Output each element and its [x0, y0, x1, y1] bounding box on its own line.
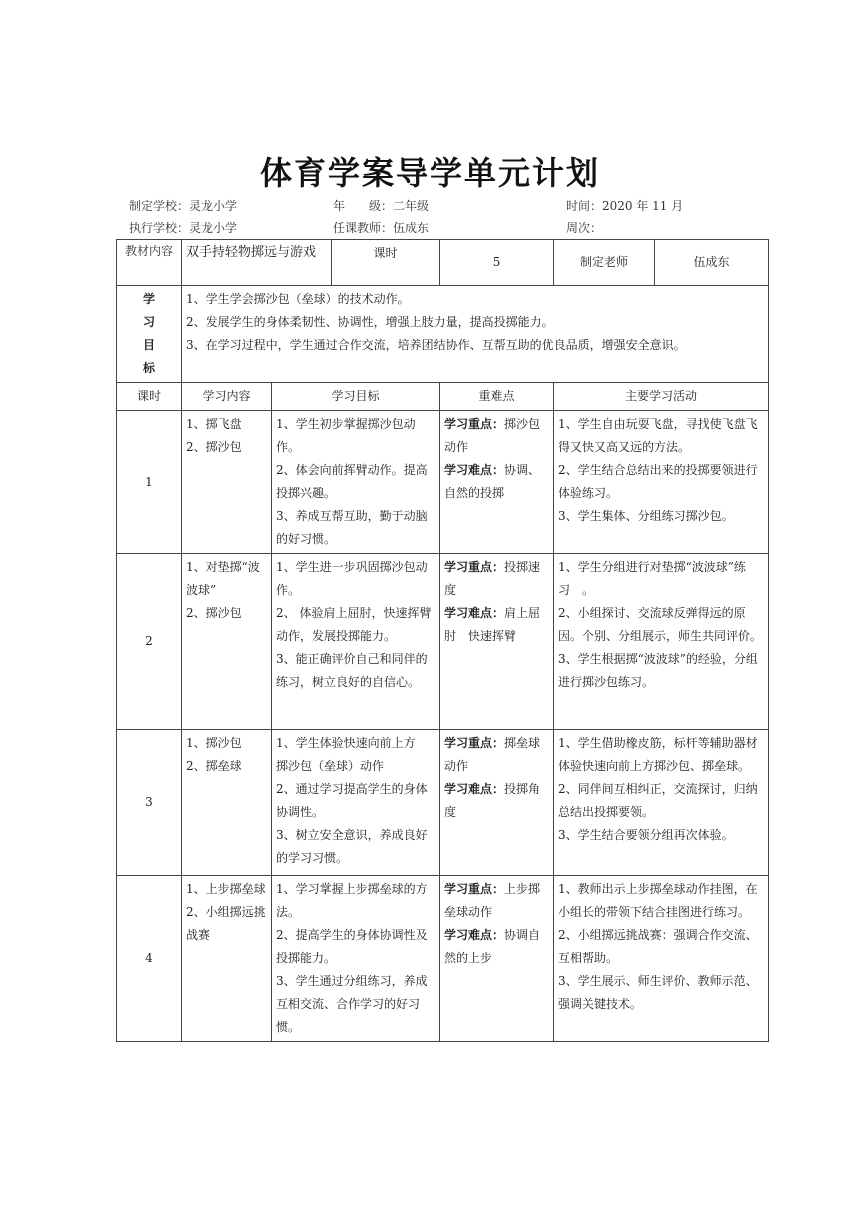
- header-row: [117, 240, 769, 286]
- content-item: 1、上步掷垒球: [186, 882, 266, 896]
- lesson-key-points: [440, 876, 554, 1042]
- goal-text: 2、体会向前挥臂动作。提高投掷兴趣。: [276, 463, 428, 500]
- lesson-number: 4: [117, 876, 182, 1042]
- goal-text: 3、学生通过分组练习，养成互相交流、合作学习的好习惯。: [276, 974, 428, 1034]
- hours-label: 课时: [332, 240, 440, 286]
- col-lesson: 课时: [117, 383, 182, 411]
- content-item: 1、对垫掷“波波球”: [186, 560, 260, 597]
- time-label: 时间：2020 年 11 月: [566, 199, 684, 213]
- goal-text: 1、学生体验快速向前上方 掷沙包（垒球）动作: [276, 736, 428, 773]
- goal-text: 3、树立安全意识，养成良好的学习习惯。: [276, 828, 428, 865]
- content-item: 1、掷飞盘: [186, 417, 242, 431]
- goal-text: 3、能正确评价自己和同伴的练习，树立良好的自信心。: [276, 652, 428, 689]
- lesson-key-points: [440, 554, 554, 730]
- maker-label: 制定老师: [554, 240, 655, 286]
- content-item: 1、掷沙包: [186, 736, 242, 750]
- difficulty-text: 投掷角度: [444, 782, 541, 819]
- activity-text: 1、教师出示上步掷垒球动作挂图，在小组长的带领下结合挂图进行练习。: [558, 882, 758, 919]
- lesson-row: [117, 876, 769, 1042]
- activity-text: 1、学生自由玩耍飞盘，寻找使飞盘飞得又快又高又远的方法。: [558, 417, 758, 454]
- goal-text: 2、 体验肩上屈肘，快速挥臂动作，发展投掷能力。: [276, 606, 432, 643]
- goals-label-char: 目: [142, 338, 155, 352]
- goal-text: 2、提高学生的身体协调性及投掷能力。: [276, 928, 428, 965]
- lesson-number: 3: [117, 730, 182, 876]
- content-value: 双手持轻物掷远与游戏: [182, 240, 332, 286]
- goal-text: 1、学生进一步巩固掷沙包动作。: [276, 560, 428, 597]
- col-key-points: 重难点: [440, 383, 554, 411]
- difficulty-label: 学习难点：: [444, 606, 505, 620]
- key-label: 学习重点：: [444, 560, 505, 574]
- activity-text: 3、学生展示、师生评价、教师示范、强调关键技术。: [558, 974, 758, 1011]
- lesson-number: 2: [117, 554, 182, 730]
- lesson-content: [182, 730, 272, 876]
- lesson-row: [117, 730, 769, 876]
- unit-plan-table: [116, 239, 769, 1042]
- lesson-activities: [554, 554, 769, 730]
- goals-row: [117, 286, 769, 383]
- goals-label-char: 习: [142, 315, 155, 329]
- column-header-row: [117, 383, 769, 411]
- lesson-goals: [272, 730, 440, 876]
- col-content: 学习内容: [182, 383, 272, 411]
- activity-text: 1、学生分组进行对垫掷“波波球”练习 。: [558, 560, 746, 597]
- difficulty-label: 学习难点：: [444, 782, 505, 796]
- goal-text: 1、学生初步掌握掷沙包动作。: [276, 417, 416, 454]
- lesson-content: [182, 554, 272, 730]
- exec-school-label: 执行学校：灵龙小学: [129, 221, 238, 235]
- difficulty-text: 协调自然的上步: [444, 928, 541, 965]
- goal-text: 1、学习掌握上步掷垒球的方法。: [276, 882, 428, 919]
- activity-text: 1、学生借助橡皮筋，标杆等辅助器材体验快速向前上方掷沙包、掷垒球。: [558, 736, 758, 773]
- hours-value: 5: [440, 240, 554, 286]
- key-text: 掷垒球动作: [444, 736, 541, 773]
- content-item: 2、掷沙包: [186, 440, 242, 454]
- col-goals: 学习目标: [272, 383, 440, 411]
- content-item: 2、掷沙包: [186, 606, 242, 620]
- school-label: 制定学校：灵龙小学: [129, 199, 238, 213]
- goal-text: 3、养成互帮互助，勤于动脑的好习惯。: [276, 509, 428, 546]
- difficulty-label: 学习难点：: [444, 463, 505, 477]
- teacher-label: 任课教师：伍成东: [333, 221, 430, 235]
- key-label: 学习重点：: [444, 736, 505, 750]
- lesson-goals: [272, 876, 440, 1042]
- lesson-goals: [272, 554, 440, 730]
- activity-text: 2、学生结合总结出来的投掷要领进行体验练习。: [558, 463, 758, 500]
- lesson-activities: [554, 730, 769, 876]
- key-label: 学习重点：: [444, 882, 505, 896]
- difficulty-text: 协调、自然的投掷: [444, 463, 541, 500]
- goals-list: [182, 286, 769, 383]
- difficulty-label: 学习难点：: [444, 928, 505, 942]
- goal-item: 3、在学习过程中，学生通过合作交流，培养团结协作、互帮互助的优良品质，增强安全意识。: [186, 338, 686, 352]
- grade-label: 年 级：二年级: [333, 199, 430, 213]
- activity-text: 2、同伴间互相纠正，交流探讨，归纳总结出投掷要领。: [558, 782, 758, 819]
- lesson-key-points: [440, 411, 554, 554]
- activity-text: 3、学生集体、分组练习掷沙包。: [558, 509, 734, 523]
- lesson-content: [182, 411, 272, 554]
- content-label: 教材内容: [117, 240, 182, 286]
- activity-text: 2、小组探讨、交流球反弹得远的原因。个别、分组展示，师生共同评价。: [558, 606, 763, 643]
- page-title: 体育学案导学单元计划: [259, 154, 600, 192]
- goal-text: 2、通过学习提高学生的身体协调性。: [276, 782, 428, 819]
- key-text: 掷沙包动作: [444, 417, 541, 454]
- content-item: 2、掷垒球: [186, 759, 242, 773]
- key-label: 学习重点：: [444, 417, 505, 431]
- lesson-row: [117, 554, 769, 730]
- lesson-goals: [272, 411, 440, 554]
- lesson-activities: [554, 411, 769, 554]
- lesson-row: [117, 411, 769, 554]
- lesson-number: 1: [117, 411, 182, 554]
- maker-value: 伍成东: [655, 240, 769, 286]
- goals-label-char: 标: [142, 361, 155, 375]
- goal-item: 2、发展学生的身体柔韧性、协调性，增强上肢力量，提高投掷能力。: [186, 315, 554, 329]
- goals-label: [117, 286, 182, 383]
- activity-text: 2、小组掷远挑战赛：强调合作交流、互相帮助。: [558, 928, 758, 965]
- content-item: 2、小组掷远挑战赛: [186, 905, 266, 942]
- difficulty-text: 肩上屈肘 快速挥臂: [444, 606, 541, 643]
- lesson-content: [182, 876, 272, 1042]
- week-label: 周次：: [566, 221, 603, 235]
- key-text: 上步掷垒球动作: [444, 882, 541, 919]
- goals-label-char: 学: [142, 292, 155, 306]
- col-activities: 主要学习活动: [554, 383, 769, 411]
- activity-text: 3、学生根据掷“波波球”的经验，分组进行掷沙包练习。: [558, 652, 758, 689]
- lesson-key-points: [440, 730, 554, 876]
- goal-item: 1、学生学会掷沙包（垒球）的技术动作。: [186, 292, 410, 306]
- activity-text: 3、学生结合要领分组再次体验。: [558, 828, 734, 842]
- key-text: 投掷速度: [444, 560, 541, 597]
- lesson-activities: [554, 876, 769, 1042]
